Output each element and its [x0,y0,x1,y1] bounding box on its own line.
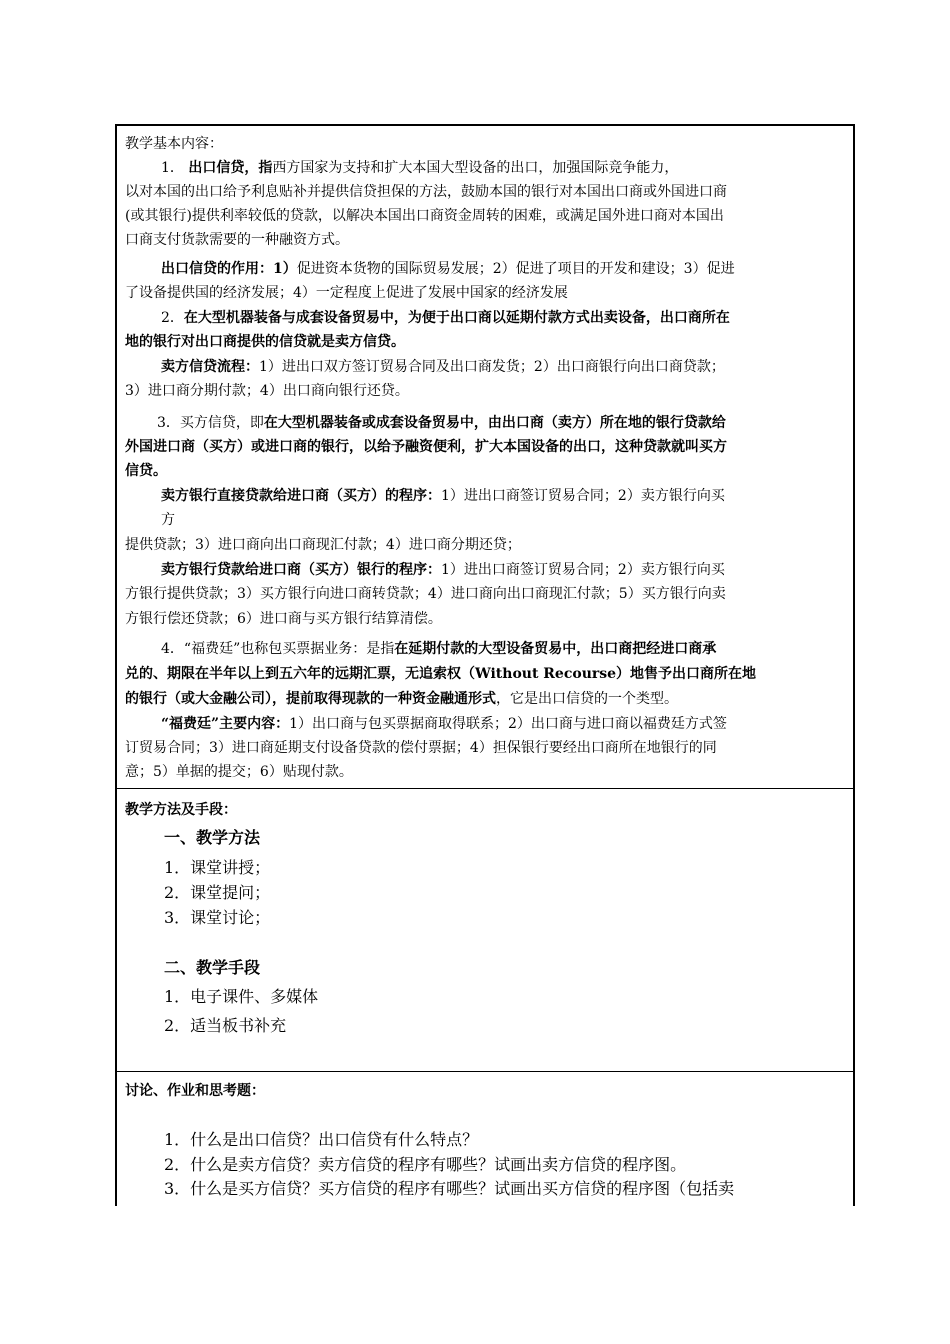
text-run: 以对本国的出口给予利息贴补并提供信贷担保的方法，鼓励本国的银行对本国出口商或外国进口商 [125,184,727,200]
text-line [125,333,405,351]
text-run: 意；5）单据的提交；6）贴现付款。 [125,764,353,780]
text-line [161,159,678,177]
text-line [161,358,725,376]
text-run: 1）进出口商签订贸易合同；2）卖方银行向买 [441,562,725,578]
text-run: 了设备提供国的经济发展；4）一定程度上促进了发展中国家的经济发展 [125,285,568,301]
bold-text-run: 在大型机器装备或成套设备贸易中，由出口商（卖方）所在地的银行贷款给 [263,415,726,431]
text-line [125,183,727,201]
text-run: 1． [161,160,189,176]
text-line [161,309,730,327]
methods-heading: 一、教学方法 [164,828,261,847]
text-run: 口商支付货款需要的一种融资方式。 [125,232,349,248]
means-heading: 二、教学手段 [164,958,261,977]
bold-text-run: “福费廷”主要内容： [161,716,290,732]
text-line [161,715,727,733]
text-line [161,487,725,505]
bold-text-run: 在大型机器装备与成套设备贸易中，为便于出口商以延期付款方式出卖设备，出口商所在 [183,310,730,326]
bold-text-run: 外国进口商（买方）或进口商的银行，以给予融资便利，扩大本国设备的出口，这种贷款就叫买方 [125,439,727,455]
bold-text-run: 在延期付款的大型设备贸易中，出口商把经进口商承 [394,641,717,657]
text-run: 3．买方信贷，即 [157,415,264,431]
text-line [125,763,353,781]
text-line [125,690,678,708]
bold-text-run: 信贷。 [125,463,167,479]
text-line [125,462,167,480]
bold-text-run: 卖方信贷流程： [161,359,259,375]
text-run: 3）进口商分期付款；4）出口商向银行还贷。 [125,383,409,399]
means-item-1: 1．电子课件、多媒体 [164,987,319,1006]
means-item-2: 2．适当板书补充 [164,1016,287,1035]
bold-text-run: 指 [258,160,273,176]
text-run: 方 [161,512,175,528]
text-line [125,382,409,400]
basic-content-cell [117,126,853,789]
text-line [125,438,727,456]
text-run: 1）进出口商签订贸易合同；2）卖方银行向买 [441,488,725,504]
text-line [161,260,735,278]
text-run: 方银行偿还贷款；6）进口商与买方银行结算清偿。 [125,611,442,627]
text-line [125,739,717,757]
question-2: 2．什么是卖方信贷？卖方信贷的程序有哪些？试画出卖方信贷的程序图。 [164,1155,687,1174]
text-run: 方银行提供贷款；3）买方银行向进口商转贷款；4）进口商向出口商现汇付款；5）买方银行向卖 [125,586,726,602]
text-run: 订贸易合同；3）进口商延期支付设备贷款的偿付票据；4）担保银行要经出口商所在地银行的同 [125,740,717,756]
method-item-1: 1．课堂讲授； [164,858,271,877]
text-run: 提供贷款；3）进口商向出口商现汇付款；4）进口商分期还贷； [125,537,521,553]
text-line [125,207,724,225]
text-line [125,665,756,683]
text-line [157,414,726,432]
text-run: 西方国家为支持和扩大本国大型设备的出口，加强国际竞争能力， [272,160,679,176]
question-3: 3．什么是买方信贷？买方信贷的程序有哪些？试画出买方信贷的程序图（包括卖 [164,1179,735,1198]
method-item-3: 3．课堂讨论； [164,908,271,927]
question-1: 1．什么是出口信贷？出口信贷有什么特点？ [164,1130,479,1149]
teaching-methods-label: 教学方法及手段： [125,802,237,818]
text-run: 4．“福费廷”也称包买票据业务：是指 [161,641,395,657]
bold-text-run: 卖方银行贷款给进口商（买方）银行的程序： [161,562,441,578]
lesson-plan-table [115,124,855,1206]
text-line [125,536,521,554]
text-line [161,561,725,579]
text-line [125,284,568,302]
bold-text-run: 出口信贷的作用：1） [161,261,297,277]
text-line [161,511,175,529]
basic-content-label: 教学基本内容： [125,136,223,152]
text-run: ，它是出口信贷的一个类型。 [496,691,678,707]
bold-text-run: 出口信贷， [188,160,259,176]
text-run: 1）出口商与包买票据商取得联系；2）出口商与进口商以福费廷方式签 [289,716,727,732]
text-run: 1）进出口双方签订贸易合同及出口商发货；2）出口商银行向出口商贷款； [259,359,725,375]
text-run: 促进资本货物的国际贸易发展；2）促进了项目的开发和建设；3）促进 [296,261,735,277]
discussion-label: 讨论、作业和思考题： [125,1083,265,1099]
text-line [161,640,716,658]
bold-text-run: 的银行（或大金融公司），提前取得现款的一种资金融通形式 [125,691,496,707]
teaching-methods-cell [117,789,853,1072]
text-run: 2． [161,310,184,326]
bold-text-run: 地的银行对出口商提供的信贷就是卖方信贷。 [125,334,405,350]
text-line [125,231,349,249]
bold-text-run: 兑的、期限在半年以上到五六年的远期汇票，无追索权（Without Recourse）地售予出口商所在地 [125,666,757,682]
text-line [125,585,726,603]
bold-text-run: 卖方银行直接贷款给进口商（买方）的程序： [161,488,441,504]
text-run: (或其银行)提供利率较低的贷款，以解决本国出口商资金周转的困难，或满足国外进口商对本国出 [125,208,724,224]
method-item-2: 2．课堂提问； [164,883,271,902]
discussion-cell [117,1072,853,1208]
text-line [125,610,442,628]
